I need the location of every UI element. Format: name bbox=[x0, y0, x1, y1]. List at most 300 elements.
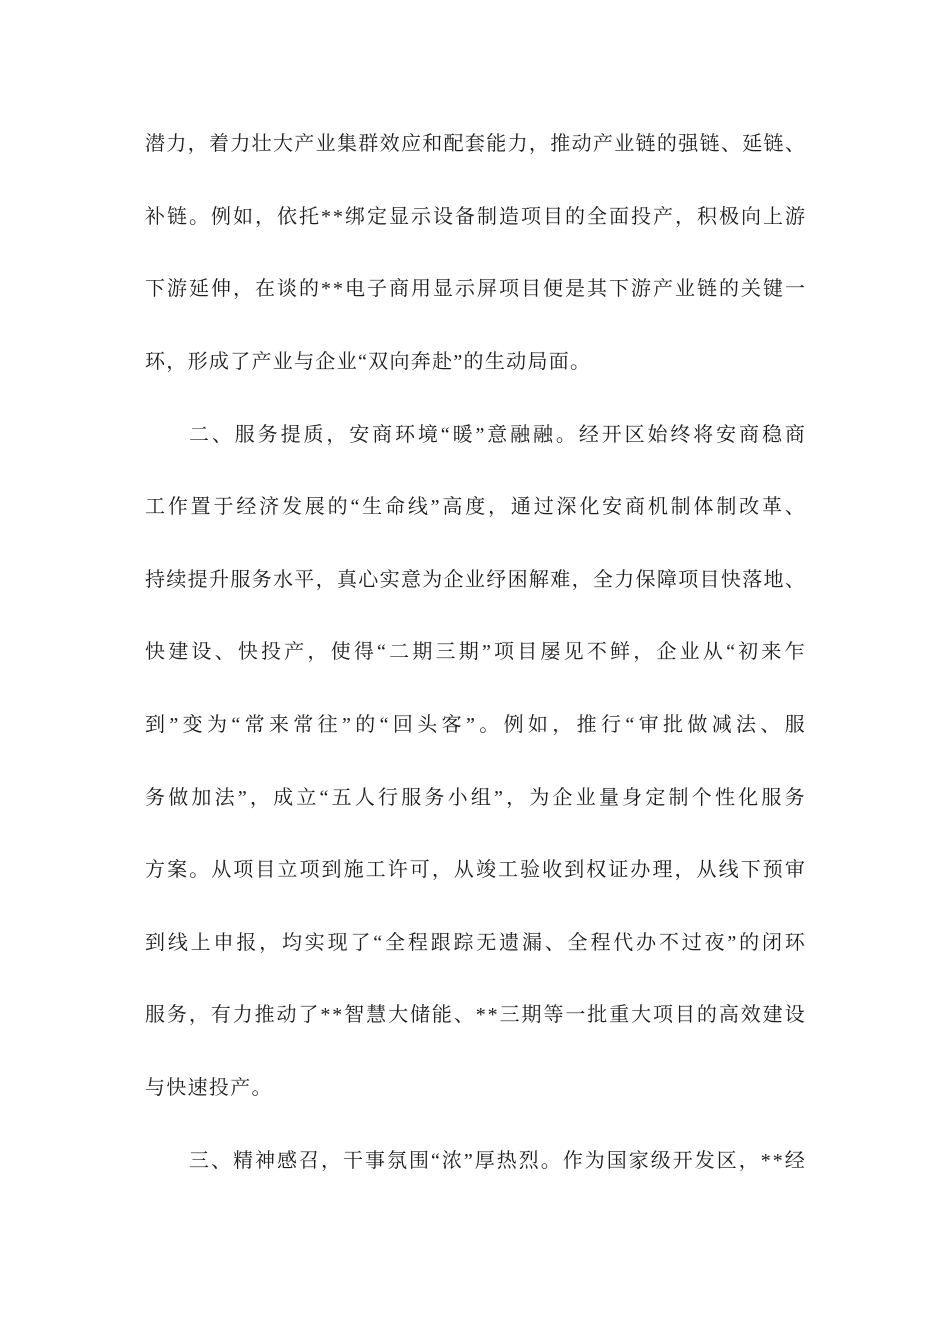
character-glyph: 商 bbox=[625, 496, 645, 519]
character-glyph: 极 bbox=[719, 205, 739, 228]
character-glyph: 发 bbox=[281, 496, 302, 519]
character-glyph: 推 bbox=[576, 714, 597, 737]
character-glyph: “ bbox=[377, 641, 386, 664]
character-glyph: 到 bbox=[321, 859, 342, 882]
character-glyph: 了 bbox=[350, 931, 371, 954]
character-glyph: 链 bbox=[699, 133, 720, 156]
character-glyph: * bbox=[332, 1004, 343, 1027]
character-glyph: 项 bbox=[494, 641, 515, 664]
character-glyph: 链 bbox=[167, 205, 187, 228]
character-glyph: * bbox=[772, 1149, 783, 1172]
character-glyph: ， bbox=[188, 1004, 209, 1027]
character-glyph: 慧 bbox=[366, 1004, 387, 1027]
character-glyph: 实 bbox=[379, 568, 400, 591]
character-glyph: 集 bbox=[336, 133, 357, 156]
character-glyph: 项 bbox=[233, 859, 254, 882]
character-glyph: 延 bbox=[189, 278, 209, 301]
character-glyph: 法 bbox=[736, 714, 757, 737]
character-glyph: 无 bbox=[476, 931, 497, 954]
character-glyph: 组 bbox=[470, 786, 491, 809]
character-glyph: 期 bbox=[458, 641, 479, 664]
character-glyph: 产 bbox=[294, 133, 315, 156]
character-glyph: 均 bbox=[281, 931, 302, 954]
character-glyph: 能 bbox=[431, 1004, 452, 1027]
character-glyph: ， bbox=[571, 568, 592, 591]
character-glyph: “ bbox=[431, 1149, 440, 1172]
character-glyph: 量 bbox=[598, 786, 619, 809]
character-glyph: ， bbox=[738, 1149, 759, 1172]
character-glyph: 改 bbox=[739, 496, 760, 519]
character-glyph: 障 bbox=[656, 568, 677, 591]
character-glyph: 目 bbox=[255, 859, 276, 882]
character-glyph: 期 bbox=[412, 641, 433, 664]
document-line bbox=[145, 544, 805, 617]
character-glyph: * bbox=[475, 1004, 486, 1027]
character-glyph: 务 bbox=[784, 786, 805, 809]
character-glyph: 延 bbox=[742, 133, 763, 156]
character-glyph: 预 bbox=[762, 859, 783, 882]
character-glyph: 终 bbox=[670, 423, 691, 446]
character-glyph: 置 bbox=[190, 496, 211, 519]
character-glyph: 个 bbox=[691, 786, 712, 809]
character-glyph: 动 bbox=[276, 1004, 297, 1027]
character-glyph: 商 bbox=[372, 423, 393, 446]
character-glyph: 托 bbox=[299, 205, 319, 228]
character-glyph: * bbox=[321, 278, 331, 301]
character-glyph: “ bbox=[319, 786, 329, 809]
character-glyph: 大 bbox=[388, 1004, 409, 1027]
character-glyph: 纾 bbox=[486, 568, 507, 591]
character-glyph: 革 bbox=[761, 496, 782, 519]
character-glyph: 链 bbox=[697, 278, 717, 301]
character-glyph: 命 bbox=[385, 496, 405, 519]
character-glyph: 解 bbox=[528, 568, 549, 591]
document-line bbox=[145, 689, 805, 762]
character-glyph: 屡 bbox=[540, 641, 561, 664]
character-glyph: 业 bbox=[675, 278, 695, 301]
character-glyph: 快 bbox=[720, 568, 741, 591]
character-glyph: 申 bbox=[213, 931, 234, 954]
character-glyph: 浓 bbox=[441, 1149, 462, 1172]
character-glyph: 群 bbox=[358, 133, 379, 156]
character-glyph: 审 bbox=[784, 859, 805, 882]
character-glyph: 三 bbox=[189, 1149, 209, 1172]
character-glyph: 力 bbox=[507, 133, 528, 156]
character-glyph: 工 bbox=[498, 859, 518, 882]
character-glyph: 的 bbox=[696, 1004, 717, 1027]
character-glyph: 、 bbox=[784, 568, 805, 591]
character-glyph: 着 bbox=[208, 133, 229, 156]
character-glyph: 积 bbox=[697, 205, 717, 228]
character-glyph: 来 bbox=[268, 714, 289, 737]
character-glyph: 可 bbox=[409, 859, 430, 882]
document-line bbox=[145, 108, 805, 181]
character-glyph: 补 bbox=[145, 205, 165, 228]
character-glyph: 化 bbox=[738, 786, 759, 809]
character-glyph: 。 bbox=[555, 423, 576, 446]
character-glyph: ， bbox=[431, 859, 452, 882]
character-glyph: * bbox=[320, 1004, 331, 1027]
character-glyph: 经 bbox=[784, 1149, 805, 1172]
character-glyph: 减 bbox=[711, 714, 732, 737]
character-glyph: 上 bbox=[190, 931, 211, 954]
character-glyph: 造 bbox=[499, 205, 519, 228]
character-glyph: “ bbox=[379, 714, 389, 737]
character-glyph: 如 bbox=[233, 205, 253, 228]
character-glyph: 将 bbox=[693, 423, 714, 446]
character-glyph: 例 bbox=[211, 205, 231, 228]
character-glyph: 。 bbox=[189, 205, 209, 228]
character-glyph: 目 bbox=[699, 568, 720, 591]
character-glyph: 过 bbox=[681, 931, 702, 954]
character-glyph: 链 bbox=[763, 133, 784, 156]
character-glyph: “ bbox=[350, 496, 360, 519]
character-glyph: 潜 bbox=[145, 133, 165, 156]
character-glyph: 强 bbox=[678, 133, 699, 156]
character-glyph: 权 bbox=[586, 859, 607, 882]
character-glyph: 为 bbox=[529, 786, 550, 809]
character-glyph: 成 bbox=[273, 786, 294, 809]
character-glyph: 提 bbox=[187, 568, 208, 591]
character-glyph: 氛 bbox=[387, 1149, 407, 1172]
character-glyph: 了 bbox=[298, 1004, 319, 1027]
character-glyph: 投 bbox=[261, 641, 282, 664]
character-glyph: 围 bbox=[409, 1149, 429, 1172]
character-glyph: “ bbox=[625, 714, 635, 737]
character-glyph: ， bbox=[233, 278, 253, 301]
character-glyph: 召 bbox=[299, 1149, 319, 1172]
character-glyph: ” bbox=[237, 786, 247, 809]
character-glyph: 工 bbox=[145, 496, 165, 519]
character-glyph: 伸 bbox=[211, 278, 231, 301]
character-glyph: 困 bbox=[507, 568, 528, 591]
character-glyph: 生 bbox=[362, 496, 383, 519]
character-glyph: 神 bbox=[255, 1149, 275, 1172]
character-glyph: 制 bbox=[716, 496, 737, 519]
character-glyph: 是 bbox=[565, 278, 585, 301]
character-glyph: 融 bbox=[533, 423, 554, 446]
character-glyph: 来 bbox=[761, 641, 782, 664]
character-glyph: 开 bbox=[672, 1149, 693, 1172]
character-glyph: 业 bbox=[679, 641, 700, 664]
character-glyph: 实 bbox=[304, 931, 325, 954]
character-glyph: 上 bbox=[763, 205, 783, 228]
character-glyph: 区 bbox=[716, 1149, 737, 1172]
character-glyph: 国 bbox=[606, 1149, 627, 1172]
character-glyph: 储 bbox=[409, 1004, 430, 1027]
character-glyph: 、 bbox=[544, 931, 565, 954]
character-glyph: 区 bbox=[624, 423, 645, 446]
character-glyph: 验 bbox=[520, 859, 541, 882]
character-glyph: 往 bbox=[317, 714, 338, 737]
character-glyph: 一 bbox=[785, 278, 805, 301]
character-glyph: 批 bbox=[587, 1004, 608, 1027]
character-glyph: 为 bbox=[422, 568, 443, 591]
character-glyph: 的 bbox=[355, 714, 376, 737]
character-glyph: 得 bbox=[353, 641, 374, 664]
character-glyph: 线 bbox=[407, 496, 428, 519]
character-glyph: 化 bbox=[579, 496, 600, 519]
character-glyph: 定 bbox=[367, 205, 387, 228]
character-glyph: 壮 bbox=[251, 133, 272, 156]
character-glyph: 客 bbox=[441, 714, 462, 737]
character-glyph: 常 bbox=[244, 714, 265, 737]
character-glyph: 投 bbox=[631, 205, 651, 228]
character-glyph: 显 bbox=[389, 205, 409, 228]
character-glyph: 的 bbox=[719, 278, 739, 301]
character-glyph: 度 bbox=[465, 496, 486, 519]
character-glyph: 企 bbox=[552, 786, 573, 809]
character-glyph: “ bbox=[373, 931, 383, 954]
character-glyph: 厚 bbox=[474, 1149, 495, 1172]
character-glyph: 、 bbox=[720, 133, 741, 156]
character-glyph: 持 bbox=[145, 568, 165, 591]
character-glyph: 加 bbox=[191, 786, 212, 809]
character-glyph: 示 bbox=[411, 205, 431, 228]
character-glyph: 。 bbox=[189, 859, 210, 882]
character-glyph: 从 bbox=[702, 641, 723, 664]
character-glyph: 一 bbox=[565, 1004, 586, 1027]
character-glyph: 济 bbox=[259, 496, 280, 519]
character-glyph: 真 bbox=[336, 568, 357, 591]
character-glyph: 乍 bbox=[784, 641, 805, 664]
character-glyph: 程 bbox=[407, 931, 428, 954]
character-glyph: ” bbox=[481, 641, 491, 664]
character-glyph: 建 bbox=[168, 641, 189, 664]
character-glyph: 用 bbox=[411, 278, 431, 301]
character-glyph: 、 bbox=[784, 496, 805, 519]
character-glyph: 初 bbox=[738, 641, 759, 664]
character-glyph: 全 bbox=[592, 568, 613, 591]
character-glyph: ， bbox=[255, 205, 275, 228]
character-glyph: 、 bbox=[211, 423, 232, 446]
character-glyph: ， bbox=[675, 205, 695, 228]
character-glyph: 力 bbox=[232, 1004, 253, 1027]
character-glyph: 服 bbox=[401, 786, 422, 809]
character-glyph: ， bbox=[259, 931, 280, 954]
character-glyph: 质 bbox=[303, 423, 324, 446]
character-glyph: 感 bbox=[277, 1149, 297, 1172]
character-glyph: 展 bbox=[304, 496, 325, 519]
character-glyph: 其 bbox=[587, 278, 607, 301]
character-glyph: 推 bbox=[254, 1004, 275, 1027]
document-line bbox=[145, 253, 805, 326]
character-glyph: 闭 bbox=[761, 931, 782, 954]
character-glyph: 等 bbox=[543, 1004, 564, 1027]
character-glyph: 重 bbox=[609, 1004, 630, 1027]
character-glyph: 理 bbox=[652, 859, 673, 882]
character-glyph: 工 bbox=[365, 859, 386, 882]
character-glyph: 和 bbox=[422, 133, 443, 156]
character-glyph: 依 bbox=[277, 205, 297, 228]
character-glyph: 办 bbox=[636, 931, 657, 954]
character-glyph: 跟 bbox=[430, 931, 451, 954]
character-glyph: 到 bbox=[145, 931, 165, 954]
character-glyph: 商 bbox=[784, 423, 805, 446]
character-glyph: 务 bbox=[251, 568, 272, 591]
character-glyph: ” bbox=[342, 714, 351, 737]
character-glyph: 服 bbox=[230, 568, 251, 591]
character-glyph: 二 bbox=[389, 641, 410, 664]
character-glyph: 收 bbox=[542, 859, 563, 882]
character-glyph: 水 bbox=[272, 568, 293, 591]
character-glyph: 三 bbox=[499, 1004, 520, 1027]
character-glyph: 力 bbox=[166, 133, 187, 156]
character-glyph: 的 bbox=[299, 278, 319, 301]
document-line bbox=[145, 471, 805, 544]
document-line bbox=[145, 398, 805, 471]
character-glyph: 提 bbox=[280, 423, 301, 446]
character-glyph: 始 bbox=[647, 423, 668, 446]
character-glyph: 立 bbox=[296, 786, 317, 809]
character-glyph: 深 bbox=[556, 496, 577, 519]
character-glyph: 三 bbox=[435, 641, 456, 664]
character-glyph: 定 bbox=[645, 786, 666, 809]
character-glyph: 干 bbox=[343, 1149, 363, 1172]
character-glyph: 小 bbox=[447, 786, 468, 809]
character-glyph: 电 bbox=[345, 278, 365, 301]
character-glyph: 产 bbox=[653, 278, 673, 301]
character-glyph: 、 bbox=[214, 641, 235, 664]
character-glyph: 下 bbox=[740, 859, 761, 882]
character-glyph: ， bbox=[307, 641, 328, 664]
character-glyph: 线 bbox=[718, 859, 739, 882]
character-glyph: 目 bbox=[517, 641, 538, 664]
character-glyph: 升 bbox=[208, 568, 229, 591]
character-glyph: 为 bbox=[584, 1149, 605, 1172]
character-glyph: 游 bbox=[631, 278, 651, 301]
character-glyph: 游 bbox=[785, 205, 805, 228]
character-glyph: 方 bbox=[145, 859, 165, 882]
character-glyph: 级 bbox=[650, 1149, 671, 1172]
document-body bbox=[145, 108, 805, 1197]
character-glyph: 程 bbox=[590, 931, 611, 954]
character-glyph: 动 bbox=[571, 133, 592, 156]
character-glyph: 制 bbox=[668, 786, 689, 809]
character-glyph: 务 bbox=[145, 786, 165, 809]
character-glyph: 项 bbox=[299, 859, 320, 882]
character-glyph: 大 bbox=[272, 133, 293, 156]
character-glyph: 到 bbox=[564, 859, 585, 882]
character-glyph: 全 bbox=[385, 931, 405, 954]
character-glyph: 施 bbox=[343, 859, 364, 882]
character-glyph: 办 bbox=[630, 859, 651, 882]
character-glyph: 游 bbox=[167, 278, 187, 301]
character-glyph: 业 bbox=[315, 133, 336, 156]
character-glyph: 例 bbox=[503, 714, 524, 737]
character-glyph: 务 bbox=[424, 786, 445, 809]
character-glyph: 见 bbox=[563, 641, 584, 664]
character-glyph: 示 bbox=[455, 278, 475, 301]
character-glyph: 经 bbox=[236, 496, 257, 519]
character-glyph: 商 bbox=[739, 423, 760, 446]
character-glyph: 机 bbox=[647, 496, 668, 519]
character-glyph: 行 bbox=[601, 714, 621, 737]
character-glyph: * bbox=[333, 278, 343, 301]
character-glyph: 如 bbox=[527, 714, 548, 737]
character-glyph: ， bbox=[488, 496, 509, 519]
character-glyph: 人 bbox=[354, 786, 375, 809]
character-glyph: 事 bbox=[365, 1149, 385, 1172]
character-glyph: 夜 bbox=[704, 931, 725, 954]
character-glyph: 关 bbox=[741, 278, 761, 301]
character-glyph: 产 bbox=[653, 205, 673, 228]
character-glyph: 效 bbox=[379, 133, 400, 156]
character-glyph: 许 bbox=[387, 859, 408, 882]
character-glyph: 谈 bbox=[277, 278, 297, 301]
character-glyph: 。 bbox=[540, 1149, 561, 1172]
character-glyph: 意 bbox=[487, 423, 508, 446]
character-glyph: 期 bbox=[521, 1004, 542, 1027]
character-glyph: 从 bbox=[211, 859, 232, 882]
character-glyph: 推 bbox=[550, 133, 571, 156]
character-glyph: 线 bbox=[167, 931, 188, 954]
character-glyph: 批 bbox=[662, 714, 683, 737]
character-glyph: 、 bbox=[211, 1149, 231, 1172]
character-glyph: 环 bbox=[395, 423, 416, 446]
character-glyph: 屏 bbox=[477, 278, 497, 301]
character-glyph: 业 bbox=[464, 568, 485, 591]
character-glyph: 有 bbox=[210, 1004, 231, 1027]
character-glyph: ， bbox=[633, 641, 654, 664]
document-line bbox=[145, 761, 805, 834]
character-glyph: 显 bbox=[433, 278, 453, 301]
character-glyph: 的 bbox=[656, 133, 677, 156]
character-glyph: 心 bbox=[358, 568, 379, 591]
character-glyph: 暖 bbox=[452, 423, 473, 446]
character-glyph: ， bbox=[326, 423, 347, 446]
character-glyph: 项 bbox=[499, 278, 519, 301]
character-glyph: 目 bbox=[543, 205, 563, 228]
character-glyph: 二 bbox=[189, 423, 209, 446]
character-glyph: 全 bbox=[587, 205, 607, 228]
character-glyph: 服 bbox=[784, 714, 805, 737]
character-glyph: 高 bbox=[718, 1004, 739, 1027]
character-glyph: 向 bbox=[741, 205, 761, 228]
character-glyph: 业 bbox=[614, 133, 635, 156]
character-glyph: 配 bbox=[443, 133, 464, 156]
character-glyph: 头 bbox=[417, 714, 438, 737]
document-line: 环，形成了产业与企业“双向奔赴”的生动局面。 bbox=[145, 350, 592, 373]
character-glyph: 开 bbox=[601, 423, 622, 446]
character-glyph: 过 bbox=[533, 496, 554, 519]
character-glyph: 法 bbox=[214, 786, 235, 809]
character-glyph: ， bbox=[674, 859, 695, 882]
character-glyph: 、 bbox=[453, 1004, 474, 1027]
document-line bbox=[145, 181, 805, 254]
character-glyph: 五 bbox=[331, 786, 352, 809]
document-line bbox=[145, 1124, 805, 1197]
character-glyph: 落 bbox=[742, 568, 763, 591]
character-glyph: 、 bbox=[784, 133, 805, 156]
character-glyph: 烈 bbox=[518, 1149, 539, 1172]
character-glyph: ， bbox=[187, 133, 208, 156]
character-glyph: 地 bbox=[763, 568, 784, 591]
character-glyph: 性 bbox=[714, 786, 735, 809]
character-glyph: 审 bbox=[638, 714, 659, 737]
character-glyph: 保 bbox=[635, 568, 656, 591]
character-glyph: 子 bbox=[367, 278, 387, 301]
character-glyph: 链 bbox=[635, 133, 656, 156]
character-glyph: 家 bbox=[628, 1149, 649, 1172]
character-glyph: 做 bbox=[168, 786, 189, 809]
document-line bbox=[145, 979, 805, 1052]
character-glyph: 发 bbox=[694, 1149, 715, 1172]
character-glyph: 设 bbox=[191, 641, 212, 664]
character-glyph: 。 bbox=[479, 714, 500, 737]
character-glyph: 建 bbox=[762, 1004, 783, 1027]
character-glyph: 服 bbox=[234, 423, 255, 446]
